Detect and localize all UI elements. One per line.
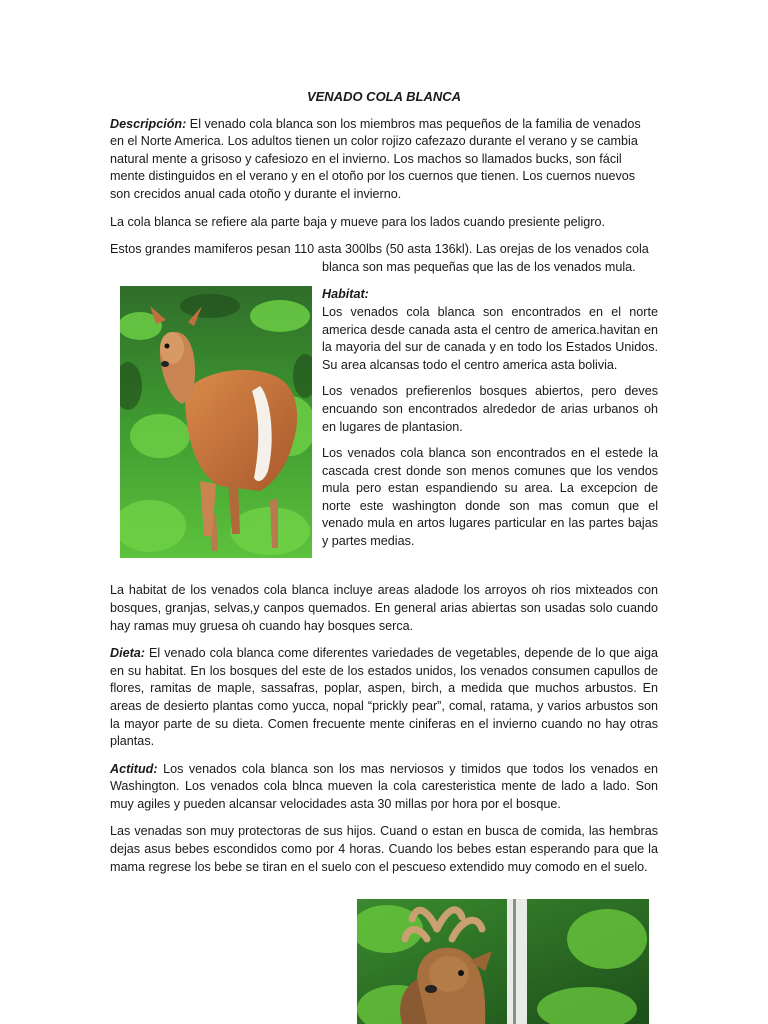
peso-line-2: blanca son mas pequeñas que las de los venados mula. [322, 259, 636, 274]
actitud-text: Los venados cola blanca son los mas nerviosos y timidos que todos los venados en Washington. Los venados cola blnca mueven la cola caresteristica mente de lado a lado. Son muy agiles y pueden alcansar velocidades asta 30 millas por hora por el bosque. [110, 761, 658, 811]
cola-paragraph: La cola blanca se refiere ala parte baja y mueve para los lados cuando presiente peligro. [110, 214, 605, 229]
peso-line-1: Estos grandes mamiferos pesan 110 asta 300lbs (50 asta 136kl). Las orejas de los venados cola [110, 242, 649, 257]
habitat-paragraph-1: Los venados cola blanca son encontrados en el norte america desde canada asta el centro de america.havitan en la mayoria del sur de canada y en todo los Estados Unidos. Su area alcansas todo el centro america asta bolivia. [322, 304, 658, 372]
dieta-label: Dieta: [110, 646, 145, 661]
document-body [110, 88, 658, 886]
buck-deer-image [357, 899, 649, 1024]
descripcion-text: El venado cola blanca son los miembros mas pequeños de la familia de venados en el Norte America. Los adultos tienen un color rojizo cafezazo durante el verano y se cambia natural mente a grisoso y cafesiozo en el invierno. Los machos so llamados bucks, son fácil mente distinguidos en el verano y en el otoño por los cuernos que tienen. Los cuernos nuevos son crecidos anual cada otoño y durante el invierno. [110, 116, 641, 201]
venadas-paragraph: Las venadas son muy protectoras de sus hijos. Cuand o estan en busca de comida, las hembras dejas asus bebes escondidos como por 4 horas. Cuando los bebes estan esperando para que la mama regrese los bebe se tiran en el suelo con el pescueso extendido muy comodo en el suelo. [110, 824, 658, 874]
actitud-label: Actitud: [110, 761, 158, 776]
habitat-paragraph-2: Los venados prefierenlos bosques abiertos, pero deves encuando son encontrados alrededor de arias urbanos oh en lugares de plantasion. [322, 384, 658, 434]
habitat-paragraph-4: La habitat de los venados cola blanca incluye areas aladode los arroyos oh rios mixteados con bosques, granjas, selvas,y canpos quemados. En general arias abiertas son usadas solo cuando hay ramas muy gruesa oh cuando hay bosques serca. [110, 583, 658, 633]
descripcion-paragraph [110, 116, 658, 204]
habitat-label: Habitat: [322, 287, 369, 302]
descripcion-label: Descripción: [110, 116, 187, 131]
actitud-paragraph [110, 761, 658, 814]
habitat-column [322, 286, 658, 559]
habitat-section [110, 286, 658, 576]
peso-paragraph [110, 241, 658, 276]
document-title: VENADO COLA BLANCA [306, 89, 462, 104]
fawn-deer-image [120, 286, 312, 558]
habitat-paragraph-3: Los venados cola blanca son encontrados en el estede la cascada crest donde son menos comunes que los vendos mula pero estan espandiendo su area. La excepcion de norte este washington donde son mas comun que el venado mula en artos lugares particular en las partes bajas y partes medias. [322, 446, 658, 549]
dieta-text: El venado cola blanca come diferentes variedades de vegetables, depende de lo que aiga en su habitat. En los bosques del este de los estados unidos, los venados consumen capullos de flores, ramitas de maple, sassafras, poplar, aspen, birch, a medida que muchos arbustos. En areas de desierto plantas como yucca, nopal “prickly pear”, comal, ratama, y varios arbustos son la mayor parte de su dieta. Comen frecuente mente ciniferas en el invierno cuando no hay otras plantas. [110, 646, 658, 749]
dieta-paragraph [110, 645, 658, 751]
